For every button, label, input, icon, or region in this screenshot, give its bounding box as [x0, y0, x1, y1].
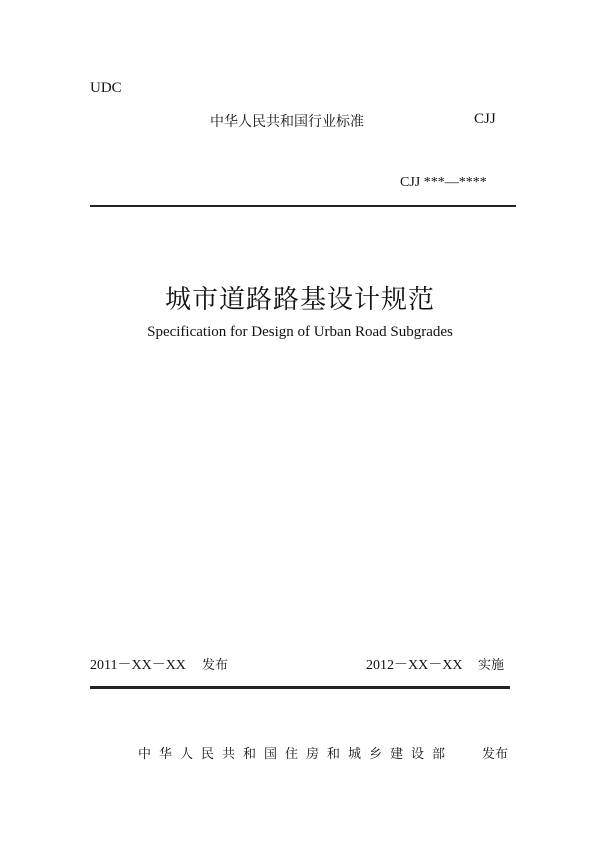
standard-code: CJJ — [474, 111, 496, 127]
bottom-divider — [90, 686, 510, 689]
issue-label: 发布 — [202, 658, 229, 673]
document-title-english: Specification for Design of Urban Road Subgrades — [147, 324, 453, 340]
standard-number: CJJ ***—**** — [400, 175, 487, 190]
implementation-label: 实施 — [478, 658, 505, 673]
implementation-date: 2012－XX－XX — [366, 658, 463, 673]
udc-label: UDC — [90, 80, 122, 96]
standard-name: 中华人民共和国行业标准 — [210, 114, 364, 130]
issuing-authority: 中华人民共和国住房和城乡建设部 — [138, 747, 454, 762]
issue-date: 2011－XX－XX — [90, 658, 186, 673]
issuer-issue-label: 发布 — [482, 747, 509, 762]
top-divider — [90, 205, 516, 207]
document-title-chinese: 城市道路路基设计规范 — [164, 285, 435, 315]
